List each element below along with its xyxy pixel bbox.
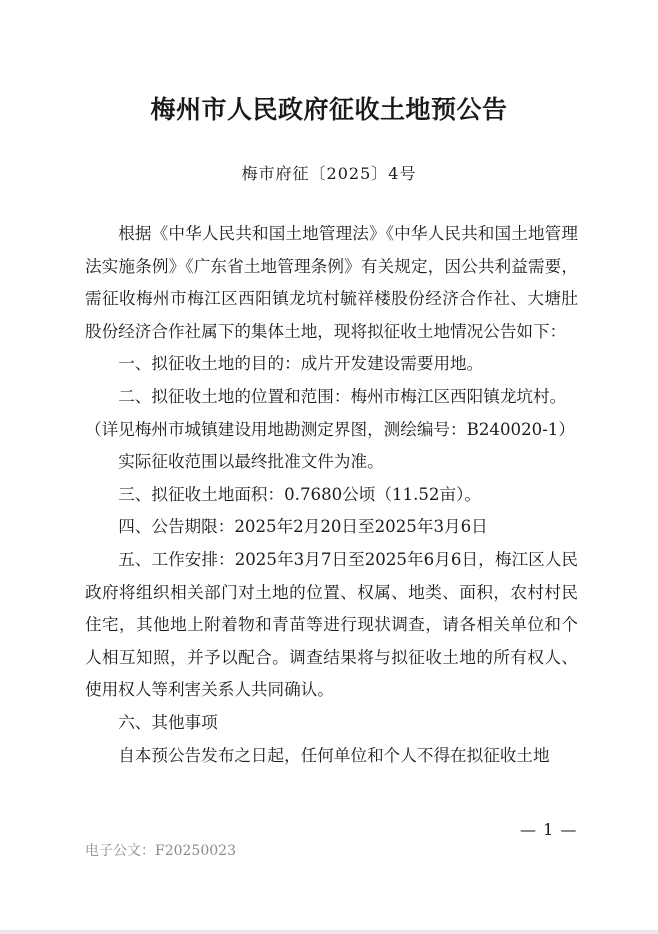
page-bottom-edge — [0, 930, 658, 934]
paragraph-area: 三、拟征收土地面积：0.7680公顷（11.52亩）。 — [118, 484, 481, 504]
footer-doc-code: 电子公文：F20250023 — [85, 843, 236, 859]
paragraph-purpose: 一、拟征收土地的目的：成片开发建设需要用地。 — [118, 354, 484, 374]
document-body — [85, 218, 578, 772]
paragraph-location: 二、拟征收土地的位置和范围：梅州市梅江区西阳镇龙坑村。 — [118, 386, 567, 406]
paragraph-survey-map: （详见梅州市城镇建设用地勘测定界图，测绘编号：B240020-1） — [85, 419, 575, 439]
paragraph-intro: 根据《中华人民共和国土地管理法》《中华人民共和国土地管理法实施条例》《广东省土地管理条例》有关规定，因公共利益需要，需征收梅州市梅江区西阳镇龙坑村毓祥楼股份经济合作社、大塘肚股份经济合作社属下的集体土地，现将拟征收土地情况公告如下： — [85, 224, 578, 341]
paragraph-period: 四、公告期限：2025年2月20日至2025年3月6日 — [118, 517, 488, 537]
document-number: 梅市府征〔2025〕4号 — [241, 164, 417, 183]
paragraph-work-plan: 五、工作安排：2025年3月7日至2025年6月6日，梅江区人民政府将组织相关部门对土地的位置、权属、地类、面积，农村村民住宅，其他地上附着物和青苗等进行现状调查，请各相关单位和个人相互知照，并予以配合。调查结果将与拟征收土地的所有权人、使用权人等利害关系人共同确认。 — [85, 549, 578, 700]
document-title: 梅州市人民政府征收土地预公告 — [150, 95, 508, 124]
paragraph-other-content: 自本预公告发布之日起，任何单位和个人不得在拟征收土地 — [118, 745, 550, 765]
paragraph-actual-scope: 实际征收范围以最终批准文件为准。 — [118, 452, 384, 472]
paragraph-other-heading: 六、其他事项 — [118, 712, 218, 732]
page-number: — 1 — — [520, 820, 578, 839]
